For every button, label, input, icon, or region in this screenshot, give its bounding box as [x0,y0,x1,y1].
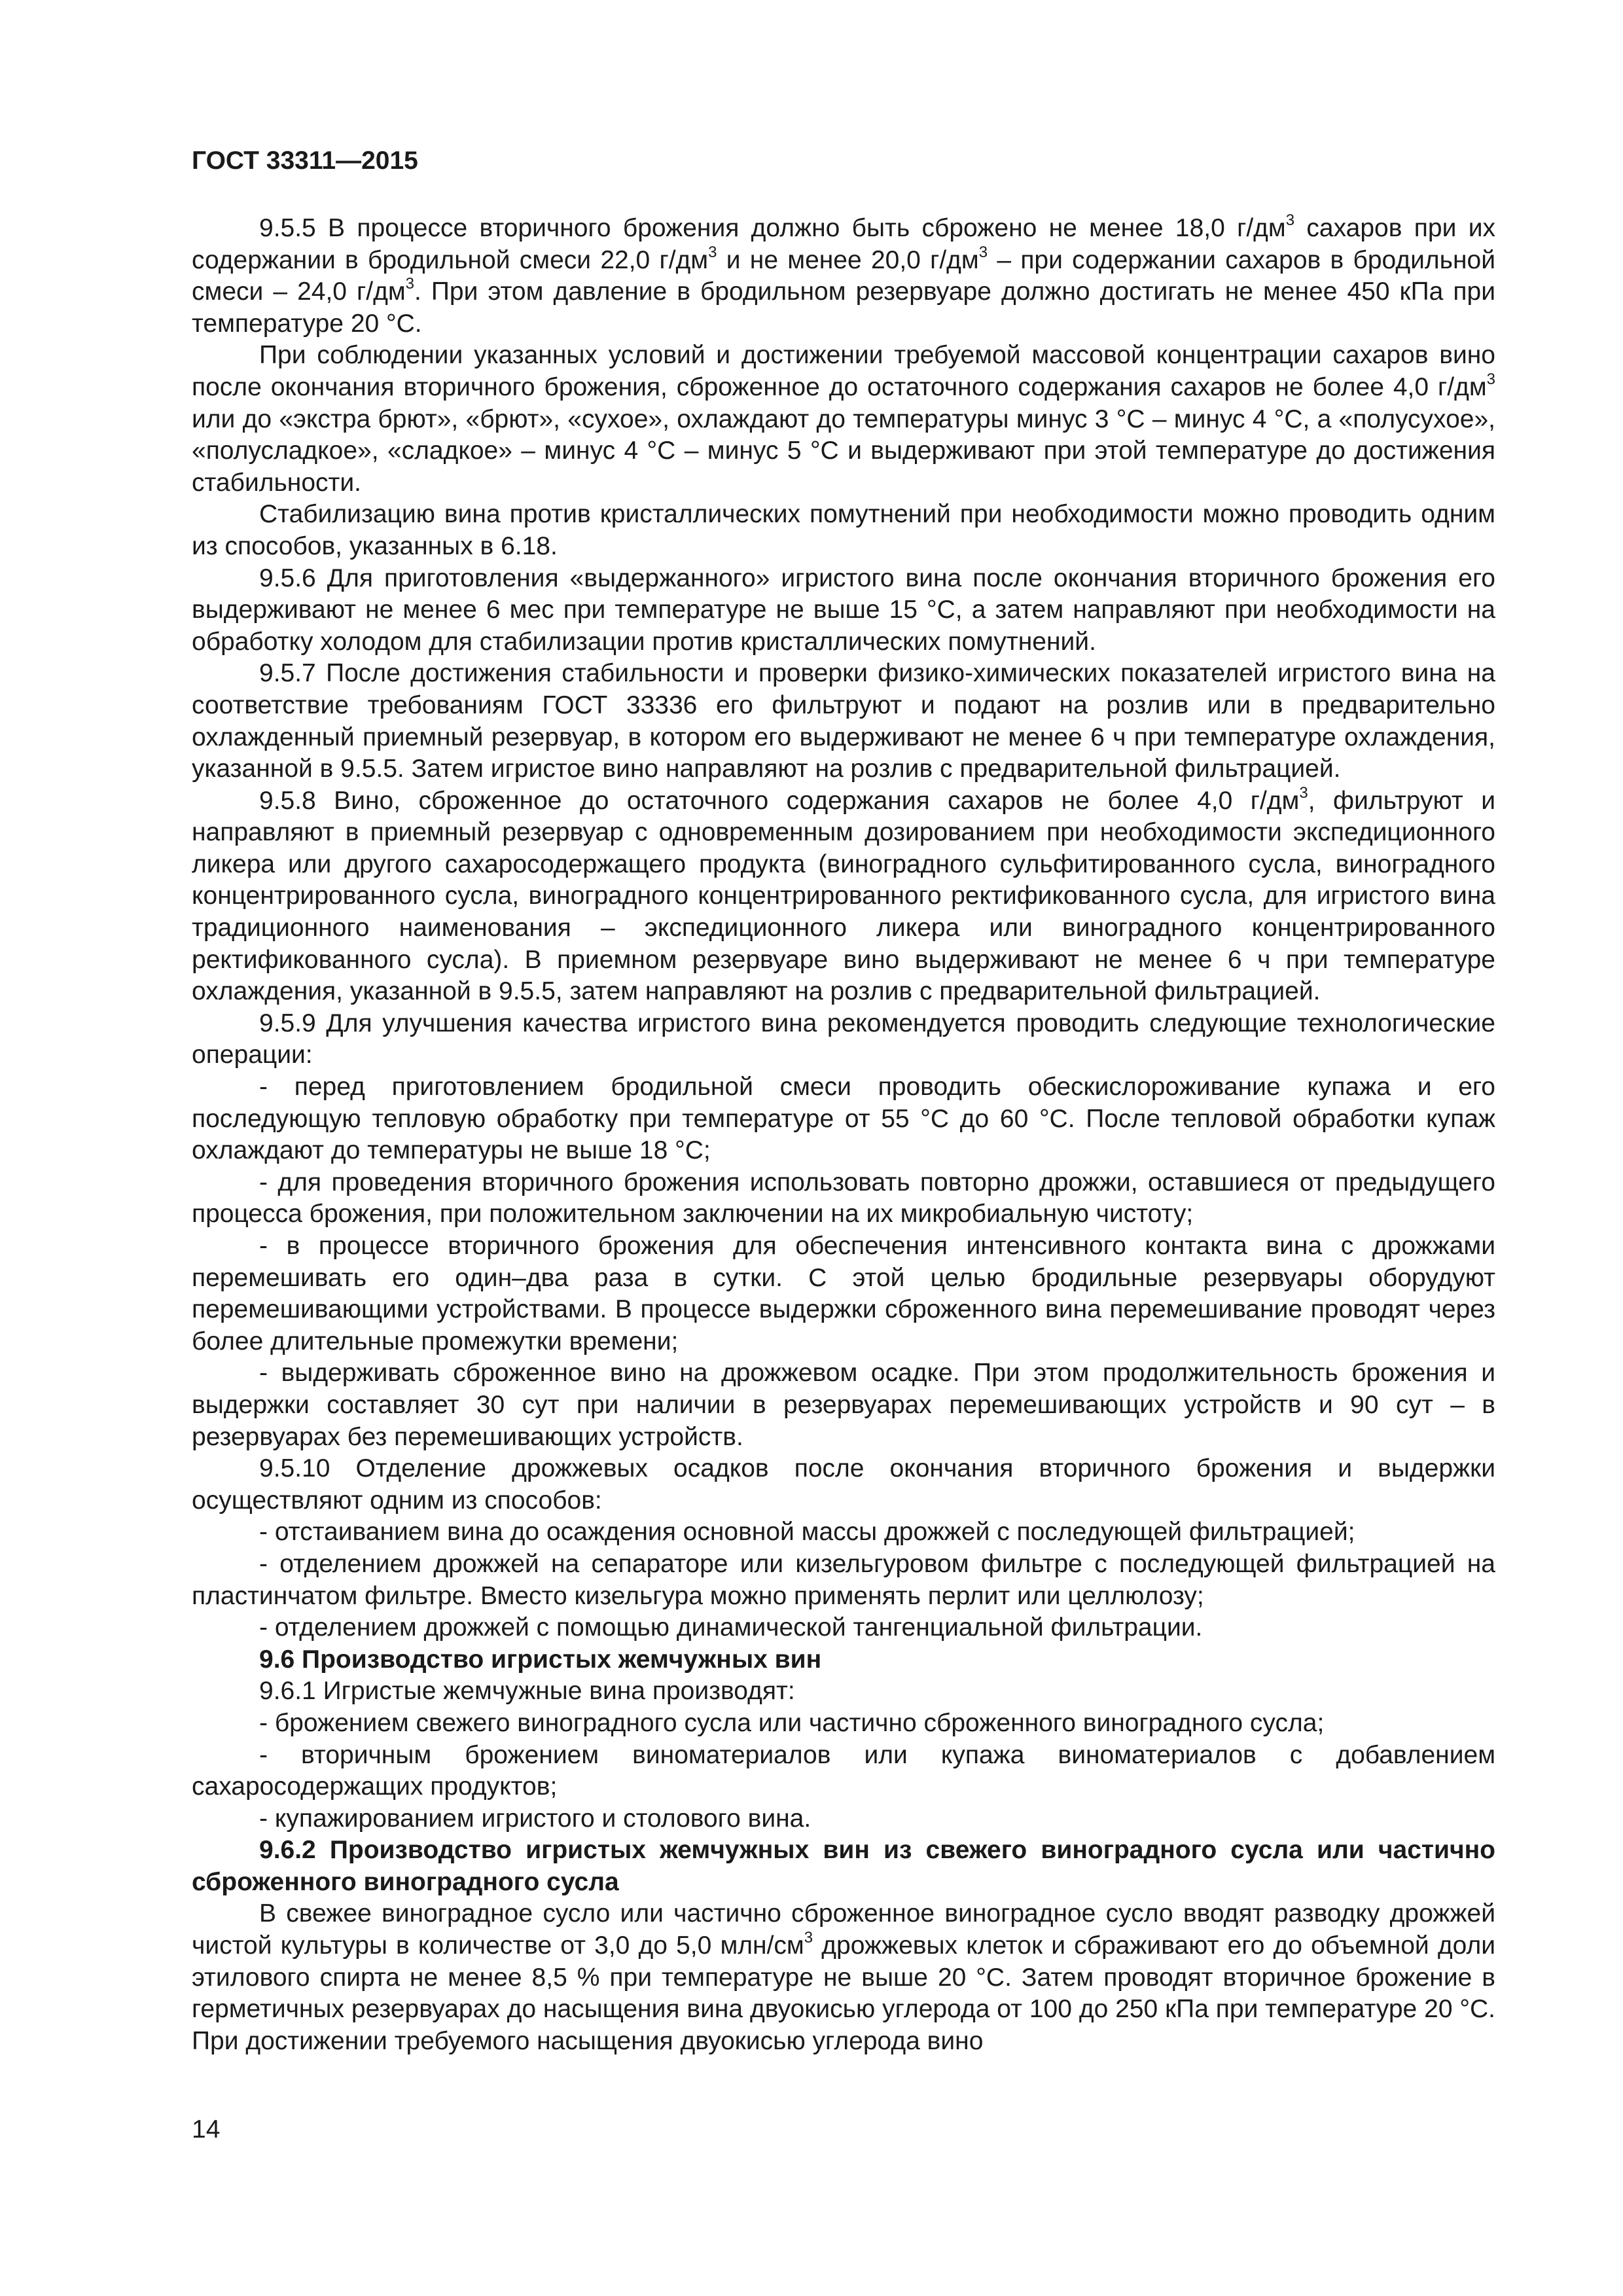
body-paragraph: 9.5.9 Для улучшения качества игристого вина рекомендуется проводить следующие технологические операции: [192,1009,1495,1069]
body-paragraph: В свежее виноградное сусло или частично сброженное виноградное сусло вводят разводку дрожжей чистой культуры в количестве от 3,0 до 5,0 млн/$см^3$ дрожжевых клеток и сбраживают его до объемной доли этилового спирта не менее 8,5 % при температуре не выше 20 °С. Затем проводят вторичное брожение в герметичных резервуарах до насыщения вина двуокисью углерода от 100 до 250 кПа при температуре 20 °С. При достижении требуемого насыщения двуокисью углерода вино [192,1899,1495,2055]
superscript: 3 [405,275,415,293]
section-heading: 9.6.2 Производство игристых жемчужных вин из свежего виноградного сусла или частично сброженного виноградного сусла [192,1836,1495,1896]
superscript: 3 [708,243,717,261]
superscript: 3 [804,1929,813,1947]
body-paragraph: Стабилизацию вина против кристаллических помутнений при необходимости можно проводить одним из способов, указанных в 6.18. [192,500,1495,560]
body-paragraph: - отделением дрожжей с помощью динамической тангенциальной фильтрации. [259,1613,1203,1642]
body-paragraph: - для проведения вторичного брожения использовать повторно дрожжи, оставшиеся от предыдущего процесса брожения, при положительном заключении на их микробиальную чистоту; [192,1168,1495,1229]
superscript: 3 [978,243,988,261]
superscript: 3 [1299,783,1308,802]
body-paragraph: 9.5.8 Вино, сброженное до остаточного содержания сахаров не более 4,0 $г/дм^3$, фильтруют и направляют в приемный резервуар с одновременным дозированием при необходимости экспедиционного ликера или другого сахаросодержащего продукта (виноградного сульфитированного сусла, виноградного концентрированного сусла, виноградного концентрированного ректификованного сусла, для игристого вина традиционного наименования – экспедиционного ликера или виноградного концентрированного ректификованного сусла). В приемном резервуаре вино выдерживают не менее 6 ч при температуре охлаждения, указанной в 9.5.5, затем направляют на розлив с предварительной фильтрацией. [192,783,1495,1006]
body-paragraph: 9.6.1 Игристые жемчужные вина производят: [259,1677,795,1706]
body-paragraph: - брожением свежего виноградного сусла или частично сброженного виноградного сусла; [259,1708,1325,1737]
body-paragraph: 9.5.10 Отделение дрожжевых осадков после окончания вторичного брожения и выдержки осуществляют одним из способов: [192,1454,1495,1515]
body-paragraph: 9.5.7 После достижения стабильности и проверки физико-химических показателей игристого вина на соответствие требованиям ГОСТ 33336 его фильтруют и подают на розлив или в предварительно охлажденный приемный резервуар, в котором его выдерживают не менее 6 ч при температуре охлаждения, указанной в 9.5.5. Затем игристое вино направляют на розлив с предварительной фильтрацией. [192,659,1495,783]
body-paragraph: - выдерживать сброженное вино на дрожжевом осадке. При этом продолжительность брожения и выдержки составляет 30 сут при наличии в резервуарах перемешивающих устройств и 90 сут – в резервуарах без перемешивающих устройств. [192,1359,1495,1451]
body-paragraph: 9.5.5 В процессе вторичного брожения должно быть сброжено не менее 18,0 $г/дм^3$ сахаров при их содержании в бродильной смеси 22,0 $г/дм^3$ и не менее 20,0 $г/дм^3$ – при содержании сахаров в бродильной смеси – 24,0 $г/дм^3$. При этом давление в бродильном резервуаре должно достигать не менее 450 кПа при температуре 20 °С. [192,211,1495,338]
document-body [192,213,1495,2057]
document-header-id: ГОСТ 33311—2015 [192,147,418,175]
section-heading: 9.6 Производство игристых жемчужных вин [259,1645,822,1674]
body-paragraph: - в процессе вторичного брожения для обеспечения интенсивного контакта вина с дрожжами перемешивать его один–два раза в сутки. С этой целью бродильные резервуары оборудуют перемешивающими устройствами. В процессе выдержки сброженного вина перемешивание проводят через более длительные промежутки времени; [192,1232,1495,1355]
document-page [192,0,1501,2296]
body-paragraph: - купажированием игристого и столового вина. [259,1804,812,1833]
superscript: 3 [1486,370,1495,388]
body-paragraph: При соблюдении указанных условий и достижении требуемой массовой концентрации сахаров вино после окончания вторичного брожения, сброженное до остаточного содержания сахаров не более 4,0 $г/дм^3$ или до «экстра брют», «брют», «сухое», охлаждают до температуры минус 3 °С – минус 4 °С, а «полусухое», «полусладкое», «сладкое» – минус 4 °С – минус 5 °С и выдерживают при этой температуре до достижения стабильности. [192,341,1495,497]
body-paragraph: 9.5.6 Для приготовления «выдержанного» игристого вина после окончания вторичного брожения его выдерживают не менее 6 мес при температуре не выше 15 °С, а затем направляют при необходимости на обработку холодом для стабилизации против кристаллических помутнений. [192,564,1495,656]
body-paragraph: - перед приготовлением бродильной смеси проводить обескислороживание купажа и его последующую тепловую обработку при температуре от 55 °С до 60 °С. После тепловой обработки купаж охлаждают до температуры не выше 18 °С; [192,1073,1495,1165]
body-paragraph: - отделением дрожжей на сепараторе или кизельгуровом фильтре с последующей фильтрацией на пластинчатом фильтре. Вместо кизельгура можно применять перлит или целлюлозу; [192,1549,1495,1610]
superscript: 3 [1285,211,1295,229]
body-paragraph: - вторичным брожением виноматериалов или купажа виноматериалов с добавлением сахаросодержащих продуктов; [192,1740,1495,1801]
page-number: 14 [192,2115,221,2144]
body-paragraph: - отстаиванием вина до осаждения основной массы дрожжей с последующей фильтрацией; [259,1518,1355,1547]
